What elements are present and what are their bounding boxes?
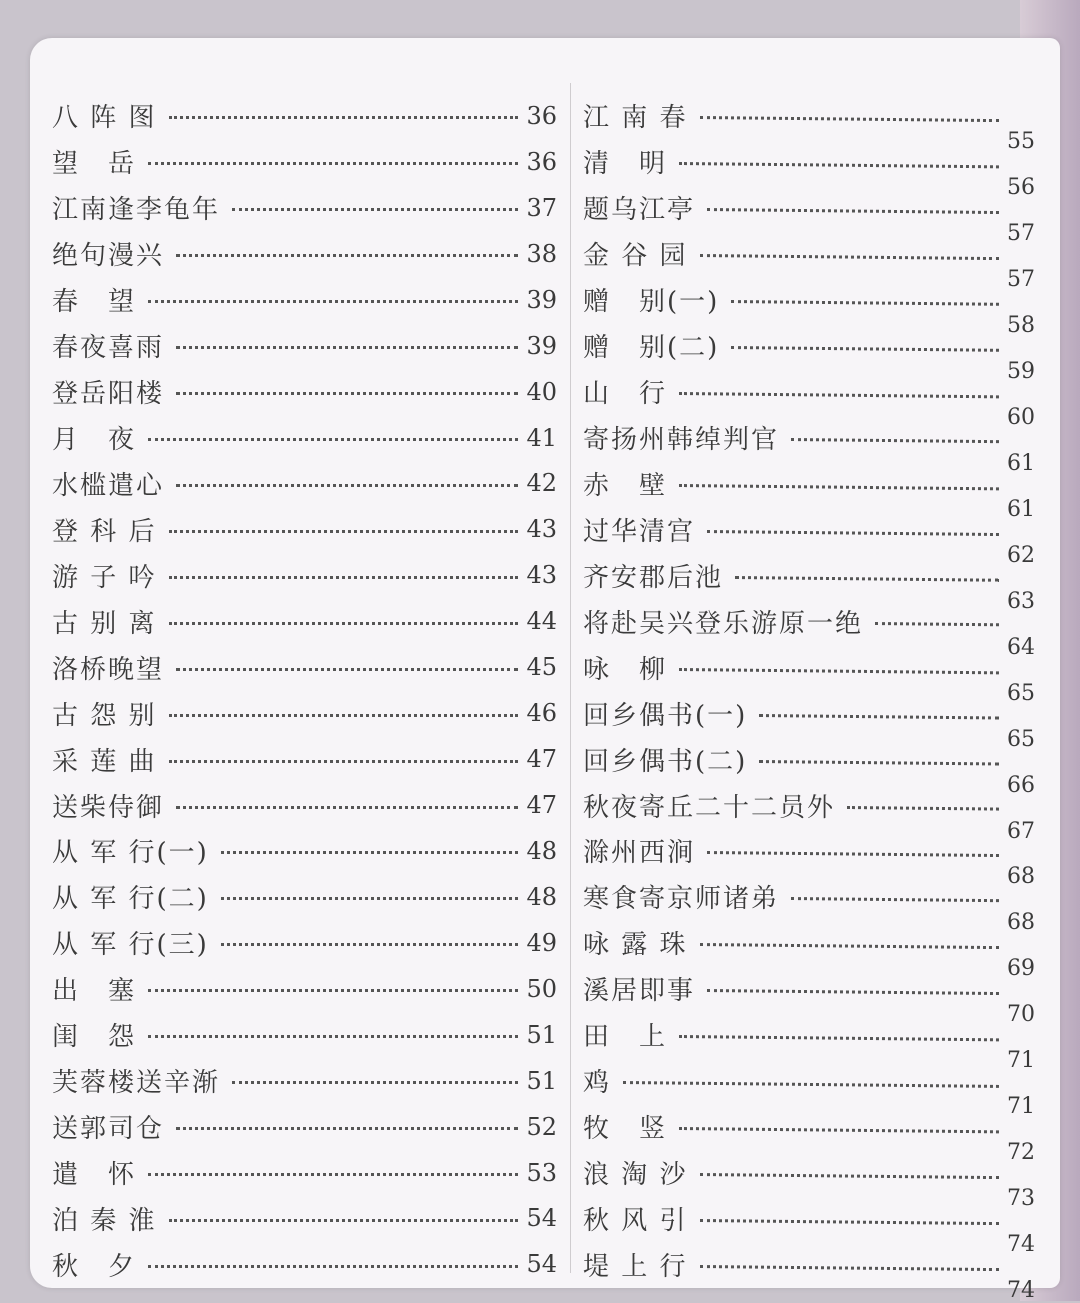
toc-entry-title: 赠 别(一): [583, 287, 720, 318]
toc-entry-title: 游 子 吟: [52, 562, 157, 593]
toc-entry-page: 50: [526, 974, 557, 1003]
toc-entry: [52, 690, 557, 736]
dot-leader: [176, 668, 518, 671]
toc-entry-page: 64: [1007, 634, 1035, 660]
dot-leader: [707, 851, 999, 857]
dot-leader: [169, 116, 519, 119]
dot-leader: [221, 897, 519, 900]
toc-entry-title: 金 谷 园: [583, 241, 688, 272]
toc-entry-title: 古 别 离: [52, 608, 157, 639]
dot-leader: [735, 576, 999, 582]
toc-entry-title: 秋 风 引: [583, 1205, 688, 1236]
toc-entry: [52, 185, 557, 231]
dot-leader: [148, 438, 518, 441]
toc-entry-page: 44: [526, 607, 557, 636]
toc-entry-title: 赤 壁: [583, 470, 668, 501]
dot-leader: [232, 1081, 518, 1084]
toc-entry-page: 51: [526, 1066, 557, 1095]
toc-entry-title: 从 军 行(二): [52, 884, 209, 915]
dot-leader: [791, 438, 999, 443]
dot-leader: [148, 989, 518, 992]
toc-entry-page: 72: [1007, 1140, 1035, 1166]
dot-leader: [169, 1219, 519, 1222]
toc-entry: [52, 598, 557, 644]
toc-entry: [52, 1104, 557, 1150]
toc-entry-title: 洛桥晚望: [52, 654, 165, 685]
toc-entry: [52, 369, 557, 415]
dot-leader: [700, 1173, 999, 1179]
toc-entry-title: 咏 柳: [583, 654, 668, 685]
dot-leader: [169, 760, 519, 763]
dot-leader: [176, 806, 518, 809]
dot-leader: [679, 162, 999, 168]
toc-entry-page: 59: [1007, 359, 1035, 385]
toc-entry: [583, 1196, 1035, 1257]
toc-entry: [583, 782, 1035, 844]
toc-entry-title: 江南逢李龟年: [52, 195, 221, 226]
toc-entry-title: 采 莲 曲: [52, 746, 157, 777]
toc-entry: [583, 552, 1035, 614]
toc-entry: [583, 93, 1035, 155]
dot-leader: [148, 300, 518, 303]
dot-leader: [759, 760, 999, 766]
toc-entry-page: 46: [526, 699, 557, 728]
toc-entry: [52, 736, 557, 782]
toc-entry: [583, 277, 1035, 339]
toc-entry: [52, 506, 557, 552]
toc-entry-title: 齐安郡后池: [583, 562, 724, 593]
toc-entry-page: 65: [1007, 726, 1035, 752]
dot-leader: [169, 530, 519, 533]
dot-leader: [232, 208, 518, 211]
toc-entry-title: 清 明: [583, 149, 668, 180]
dot-leader: [148, 162, 518, 165]
toc-entry: [583, 828, 1035, 890]
dot-leader: [169, 622, 519, 625]
toc-entry-page: 58: [1007, 313, 1035, 339]
toc-entry-page: 61: [1007, 451, 1035, 477]
toc-entry-title: 闺 怨: [52, 1022, 137, 1053]
toc-entry-page: 56: [1007, 175, 1035, 201]
toc-entry-title: 泊 秦 淮: [52, 1205, 157, 1236]
toc-entry-title: 回乡偶书(一): [583, 700, 748, 731]
toc-entry-title: 从 军 行(三): [52, 930, 209, 961]
toc-entry-title: 牧 竖: [583, 1114, 668, 1145]
toc-entry: [52, 920, 557, 966]
toc-entry-title: 从 军 行(一): [52, 838, 209, 869]
toc-entry-page: 53: [526, 1158, 557, 1187]
toc-entry-title: 望 岳: [52, 149, 137, 180]
toc-entry-page: 45: [526, 653, 557, 682]
toc-entry-title: 过华清宫: [583, 516, 696, 547]
toc-entry: [583, 231, 1035, 293]
toc-entry: [583, 1012, 1035, 1074]
toc-entry: [583, 598, 1035, 660]
dot-leader: [875, 622, 999, 626]
toc-entry: [583, 966, 1035, 1028]
toc-entry: [583, 690, 1035, 752]
toc-entry: [52, 323, 557, 369]
dot-leader: [169, 714, 519, 717]
toc-entry-title: 古 怨 别: [52, 700, 157, 731]
toc-entry-page: 43: [526, 515, 557, 544]
toc-entry-page: 52: [526, 1112, 557, 1141]
toc-entry: [52, 1196, 557, 1242]
toc-entry-title: 题乌江亭: [583, 195, 696, 226]
toc-entry-title: 寄扬州韩绰判官: [583, 425, 780, 456]
dot-leader: [148, 1265, 518, 1268]
toc-entry-title: 绝句漫兴: [52, 241, 165, 272]
dot-leader: [707, 989, 999, 995]
toc-entry: [52, 1241, 557, 1287]
dot-leader: [221, 943, 519, 946]
toc-entry-page: 70: [1007, 1002, 1035, 1028]
toc-entry-title: 江 南 春: [583, 103, 688, 134]
toc-entry-title: 山 行: [583, 379, 668, 410]
dot-leader: [707, 208, 999, 214]
toc-entry: [583, 369, 1035, 431]
toc-entry-title: 寒食寄京师诸弟: [583, 884, 780, 915]
toc-entry-title: 春 望: [52, 287, 137, 318]
toc-entry-page: 60: [1007, 405, 1035, 431]
toc-entry-page: 42: [526, 469, 557, 498]
toc-entry-title: 登岳阳楼: [52, 379, 165, 410]
toc-entry-page: 47: [526, 791, 557, 820]
toc-entry-page: 55: [1007, 129, 1035, 155]
toc-entry-page: 37: [526, 193, 557, 222]
toc-entry-page: 41: [526, 423, 557, 452]
toc-entry: [52, 782, 557, 828]
toc-entry: [583, 1058, 1035, 1120]
dot-leader: [791, 897, 999, 902]
toc-entry-page: 62: [1007, 542, 1035, 568]
toc-entry-title: 滁州西涧: [583, 838, 696, 869]
toc-entry-page: 39: [526, 285, 557, 314]
toc-entry-title: 堤 上 行: [583, 1251, 688, 1282]
toc-entry-title: 秋夜寄丘二十二员外: [583, 792, 836, 823]
toc-entry: [583, 920, 1035, 982]
toc-entry-page: 48: [526, 836, 557, 865]
toc-entry: [52, 139, 557, 185]
dot-leader: [700, 1219, 999, 1225]
toc-entry-title: 溪居即事: [583, 976, 696, 1007]
toc-entry-page: 71: [1007, 1048, 1035, 1074]
toc-entry-title: 八 阵 图: [52, 103, 157, 134]
toc-entry-title: 水槛遣心: [52, 470, 165, 501]
toc-entry: [52, 231, 557, 277]
dot-leader: [679, 668, 999, 674]
toc-page: [30, 38, 1060, 1303]
dot-leader: [707, 530, 999, 536]
toc-entry-page: 57: [1007, 221, 1035, 247]
dot-leader: [679, 1035, 999, 1041]
toc-entry: [52, 1150, 557, 1196]
toc-entry-page: 38: [526, 239, 557, 268]
toc-entry: [52, 415, 557, 461]
toc-entry: [583, 139, 1035, 201]
toc-entry: [583, 1150, 1035, 1212]
toc-entry-page: 68: [1007, 910, 1035, 936]
toc-entry: [52, 966, 557, 1012]
dot-leader: [700, 943, 999, 949]
toc-entry-page: 49: [526, 928, 557, 957]
toc-entry-page: 65: [1007, 680, 1035, 706]
toc-entry-page: 36: [526, 147, 557, 176]
dot-leader: [700, 1265, 999, 1271]
toc-entry: [583, 736, 1035, 798]
dot-leader: [176, 392, 518, 395]
toc-entry: [52, 1012, 557, 1058]
dot-leader: [700, 116, 999, 122]
toc-entry: [583, 415, 1035, 477]
toc-entry-page: 73: [1007, 1186, 1035, 1212]
toc-entry-title: 秋 夕: [52, 1251, 137, 1282]
toc-entry: [583, 644, 1035, 706]
toc-entry-title: 咏 露 珠: [583, 930, 688, 961]
toc-entry-title: 鸡: [583, 1068, 612, 1099]
toc-entry-page: 57: [1007, 267, 1035, 293]
dot-leader: [176, 1127, 518, 1130]
toc-entry-title: 田 上: [583, 1022, 668, 1053]
toc-entry-title: 月 夜: [52, 425, 137, 456]
dot-leader: [169, 576, 519, 579]
toc-entry: [52, 874, 557, 920]
toc-right-column: [583, 93, 1035, 1303]
dot-leader: [700, 254, 999, 260]
dot-leader: [623, 1081, 999, 1088]
toc-entry-page: 61: [1007, 496, 1035, 522]
toc-entry: [52, 552, 557, 598]
toc-entry-page: 36: [526, 101, 557, 130]
toc-entry-page: 68: [1007, 864, 1035, 890]
toc-entry: [52, 461, 557, 507]
toc-entry: [583, 185, 1035, 247]
dot-leader: [221, 851, 519, 854]
toc-entry: [52, 1058, 557, 1104]
toc-entry: [583, 1241, 1035, 1303]
dot-leader: [679, 484, 999, 490]
toc-entry: [583, 323, 1035, 385]
column-divider: [570, 83, 571, 1273]
toc-entry-page: 71: [1007, 1094, 1035, 1120]
toc-entry-page: 40: [526, 377, 557, 406]
toc-entry: [52, 644, 557, 690]
toc-entry: [583, 1104, 1035, 1166]
dot-leader: [148, 1035, 518, 1038]
toc-entry-page: 67: [1007, 818, 1035, 844]
dot-leader: [759, 714, 999, 720]
toc-entry-page: 54: [526, 1250, 557, 1279]
toc-entry-title: 赠 别(二): [583, 333, 720, 364]
toc-entry: [583, 461, 1035, 522]
toc-entry: [583, 506, 1035, 568]
toc-entry-title: 送柴侍御: [52, 792, 165, 823]
toc-entry-title: 将赴吴兴登乐游原一绝: [583, 608, 864, 639]
toc-entry-page: 48: [526, 882, 557, 911]
dot-leader: [176, 254, 518, 257]
toc-entry-title: 春夜喜雨: [52, 333, 165, 364]
toc-entry: [52, 93, 557, 139]
dot-leader: [148, 1173, 518, 1176]
toc-entry-page: 43: [526, 561, 557, 590]
toc-entry-title: 登 科 后: [52, 516, 157, 547]
toc-entry-title: 遣 怀: [52, 1160, 137, 1191]
toc-entry-page: 63: [1007, 588, 1035, 614]
toc-entry: [52, 277, 557, 323]
toc-entry-title: 芙蓉楼送辛渐: [52, 1068, 221, 1099]
dot-leader: [679, 1127, 999, 1133]
dot-leader: [679, 392, 999, 398]
toc-entry-page: 74: [1007, 1277, 1035, 1303]
dot-leader: [731, 300, 999, 306]
dot-leader: [176, 484, 518, 487]
toc-entry-title: 出 塞: [52, 976, 137, 1007]
toc-entry-title: 浪 淘 沙: [583, 1160, 688, 1191]
toc-entry-page: 39: [526, 331, 557, 360]
toc-entry-title: 回乡偶书(二): [583, 746, 748, 777]
toc-entry-page: 51: [526, 1020, 557, 1049]
toc-entry: [52, 828, 557, 874]
toc-entry-page: 74: [1007, 1231, 1035, 1257]
toc-entry-page: 66: [1007, 772, 1035, 798]
toc-entry: [583, 874, 1035, 936]
dot-leader: [847, 806, 999, 811]
toc-entry-page: 54: [526, 1204, 557, 1233]
dot-leader: [176, 346, 518, 349]
toc-entry-page: 69: [1007, 956, 1035, 982]
dot-leader: [731, 346, 999, 352]
toc-entry-title: 送郭司仓: [52, 1114, 165, 1145]
toc-entry-page: 47: [526, 745, 557, 774]
toc-left-column: [52, 93, 557, 1287]
